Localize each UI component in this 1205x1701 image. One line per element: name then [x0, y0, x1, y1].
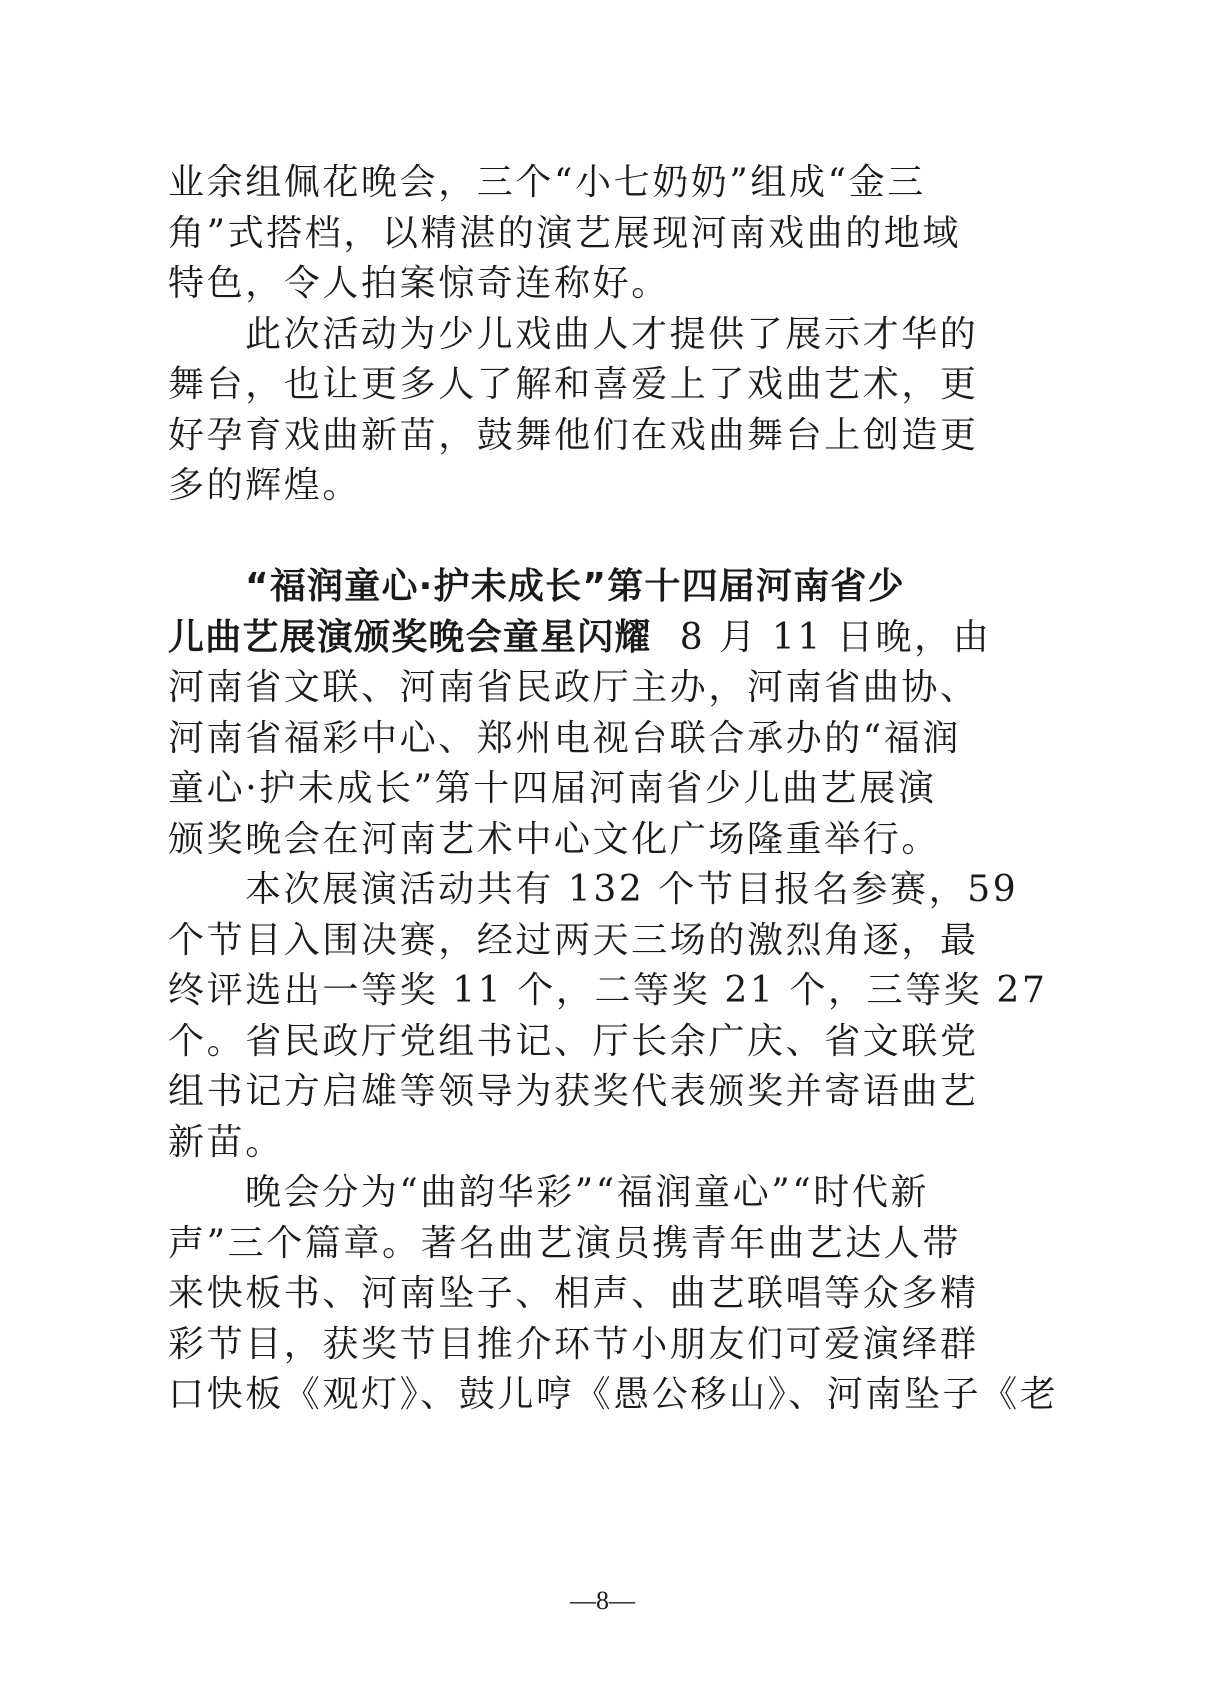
text-line: 颁奖晚会在河南艺术中心文化广场隆重举行。	[168, 818, 941, 860]
section-heading: “福润童心·护未成长”第十四届河南省少	[245, 566, 905, 607]
page-number: —8—	[570, 1586, 635, 1615]
document-page	[168, 158, 1059, 1421]
text-line: 声”三个篇章。著名曲艺演员携青年曲艺达人带	[168, 1222, 962, 1264]
paragraph-1	[168, 158, 962, 310]
paragraph-4	[168, 1168, 1059, 1421]
text-line: 多的辉煌。	[168, 465, 362, 506]
text-line	[168, 613, 992, 664]
text-run: 8 月 11 日晚，由	[679, 616, 992, 658]
text-line: 本次展演活动共有 132 个节目报名参赛，59	[245, 869, 1019, 910]
text-line: 此次活动为少儿戏曲人才提供了展示才华的	[245, 313, 979, 355]
text-line: 组书记方启雄等领导为获奖代表颁奖并寄语曲艺	[168, 1071, 979, 1112]
paragraph-2	[168, 310, 979, 512]
text-line: 口快板《观灯》、鼓儿哼《愚公移山》、河南坠子《老	[168, 1374, 1059, 1415]
text-line: 晚会分为“曲韵华彩”“福润童心”“时代新	[245, 1172, 930, 1213]
section-heading-continued: 儿曲艺展演颁奖晚会童星闪耀	[168, 616, 652, 658]
text-line: 角”式搭档，以精湛的演艺展现河南戏曲的地域	[168, 212, 962, 254]
text-line: 童心·护未成长”第十四届河南省少儿曲艺展演	[168, 768, 937, 809]
text-line: 彩节目，获奖节目推介环节小朋友们可爱演绎群	[168, 1323, 979, 1365]
text-line: 终评选出一等奖 11 个，二等奖 21 个，三等奖 27	[168, 970, 1048, 1011]
text-line: 来快板书、河南坠子、相声、曲艺联唱等众多精	[168, 1273, 979, 1314]
text-line: 新苗。	[168, 1121, 284, 1163]
text-line: 个节目入围决赛，经过两天三场的激烈角逐，最	[168, 919, 979, 961]
text-line: 河南省文联、河南省民政厅主办，河南省曲协、	[168, 667, 979, 708]
text-line: 特色，令人拍案惊奇连称好。	[168, 263, 670, 304]
news-section	[168, 562, 992, 865]
text-line: 河南省福彩中心、郑州电视台联合承办的“福润	[168, 717, 962, 759]
text-line: 业余组佩花晚会，三个“小七奶奶”组成“金三	[168, 162, 926, 203]
text-line: 舞台，也让更多人了解和喜爱上了戏曲艺术，更	[168, 364, 979, 405]
text-line: 个。省民政厅党组书记、厅长余广庆、省文联党	[168, 1020, 979, 1062]
paragraph-3	[168, 865, 1048, 1168]
spacer	[168, 512, 944, 563]
text-line: 好孕育戏曲新苗，鼓舞他们在戏曲舞台上创造更	[168, 414, 979, 456]
